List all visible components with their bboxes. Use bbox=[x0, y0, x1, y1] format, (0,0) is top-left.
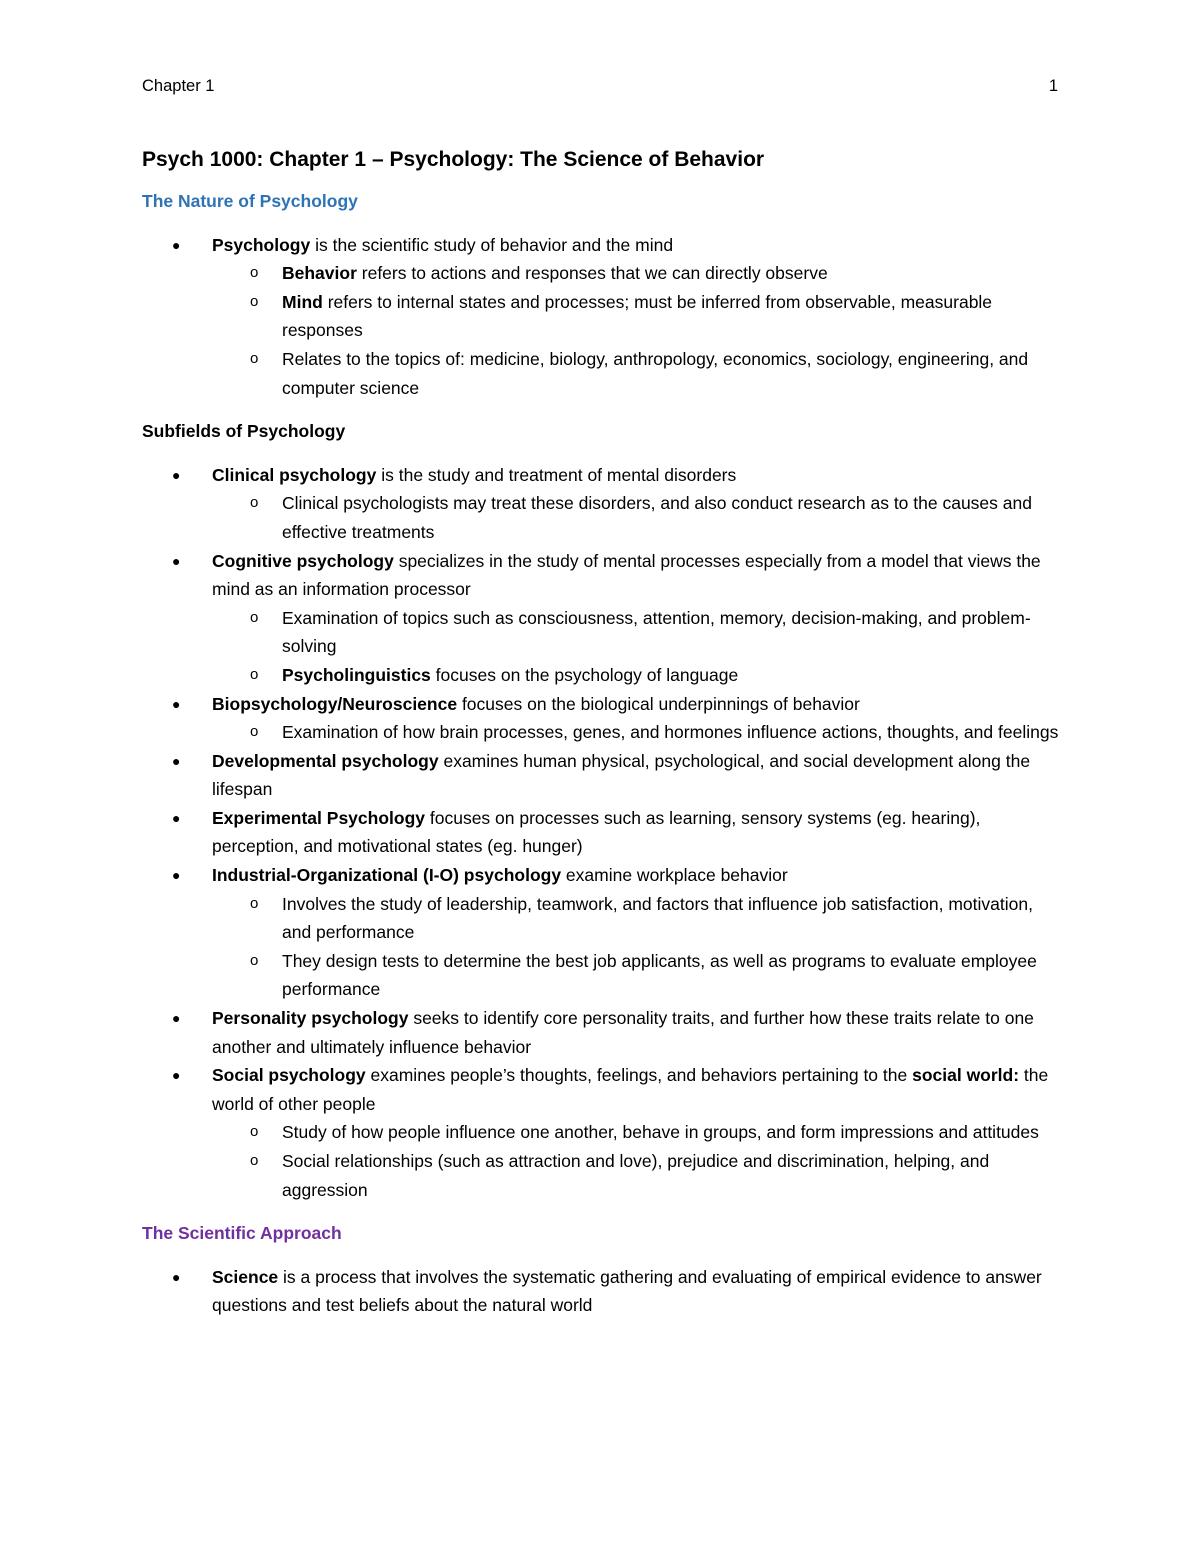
list-item: ● Science is a process that involves the systematic gathering and evaluating of empirical evidence to answer questions and test beliefs about the natural world bbox=[142, 1263, 1062, 1320]
list-item: ● Psychology is the scientific study of behavior and the mind o Behavior refers to actions and responses that we can directly observe o Mind refers to internal states and processes; must be inferred from observable, measurable responses o Relates to the topics of: medicine, biology, anthropology, economics, sociology, engineering, and computer science bbox=[142, 231, 1062, 403]
list-item: ● Clinical psychology is the study and treatment of mental disorders o Clinical psychologists may treat these disorders, and also conduct research as to the causes and effective treatments bbox=[142, 461, 1062, 547]
sub-list-item: o Clinical psychologists may treat these disorders, and also conduct research as to the causes and effective treatments bbox=[212, 489, 1062, 546]
bullet-icon: ● bbox=[172, 867, 181, 884]
circle-bullet-icon: o bbox=[250, 264, 259, 282]
bullet-icon: ● bbox=[172, 752, 181, 769]
bullet-icon: ● bbox=[172, 552, 181, 569]
sub-list-item: o Study of how people influence one another, behave in groups, and form impressions and attitudes bbox=[212, 1118, 1062, 1147]
list-item: ● Cognitive psychology specializes in the study of mental processes especially from a model that views the mind as an information processor o Examination of topics such as consciousness, attention, memory, decision-making, and problem-solving o Psycholinguistics focuses on the psychology of language bbox=[142, 547, 1062, 690]
section-heading-subfields: Subfields of Psychology bbox=[142, 421, 346, 442]
list-item: ● Experimental Psychology focuses on processes such as learning, sensory systems (eg. hearing), perception, and motivational states (eg. hunger) bbox=[142, 804, 1062, 861]
list-item: ● Personality psychology seeks to identify core personality traits, and further how these traits relate to one another and ultimately influence behavior bbox=[142, 1004, 1062, 1061]
circle-bullet-icon: o bbox=[250, 1152, 259, 1169]
sub-list-item: o They design tests to determine the best job applicants, as well as programs to evaluate employee performance bbox=[212, 947, 1062, 1004]
sub-list-item: o Relates to the topics of: medicine, biology, anthropology, economics, sociology, engineering, and computer science bbox=[212, 345, 1062, 402]
circle-bullet-icon: o bbox=[250, 1123, 259, 1141]
sub-list-item: o Mind refers to internal states and processes; must be inferred from observable, measurable responses bbox=[212, 288, 1062, 345]
circle-bullet-icon: o bbox=[250, 894, 259, 912]
circle-bullet-icon: o bbox=[250, 665, 259, 683]
circle-bullet-icon: o bbox=[250, 608, 259, 626]
list-item: ● Biopsychology/Neuroscience focuses on the biological underpinnings of behavior o Examination of how brain processes, genes, and hormones influence actions, thoughts, and feelings bbox=[142, 690, 1062, 747]
bullet-list-subfields bbox=[142, 461, 1062, 1204]
document-title: Psych 1000: Chapter 1 – Psychology: The Science of Behavior bbox=[142, 148, 765, 171]
bullet-list-scientific bbox=[142, 1263, 1062, 1320]
circle-bullet-icon: o bbox=[250, 951, 259, 969]
header-chapter-label: Chapter 1 bbox=[142, 77, 215, 95]
page-number: 1 bbox=[1048, 77, 1058, 95]
section-heading-nature: The Nature of Psychology bbox=[142, 191, 358, 211]
document-body bbox=[142, 146, 1062, 1335]
bullet-icon: ● bbox=[172, 695, 181, 712]
list-item: ● Industrial-Organizational (I-O) psychology examine workplace behavior o Involves the study of leadership, teamwork, and factors that influence job satisfaction, motivation, and performance o They design tests to determine the best job applicants, as well as programs to evaluate employee performance bbox=[142, 861, 1062, 1004]
list-item: ● Developmental psychology examines human physical, psychological, and social development along the lifespan bbox=[142, 747, 1062, 804]
circle-bullet-icon: o bbox=[250, 723, 259, 741]
circle-bullet-icon: o bbox=[250, 349, 259, 367]
bullet-icon: ● bbox=[172, 809, 181, 826]
sub-list-item: o Involves the study of leadership, teamwork, and factors that influence job satisfaction, motivation, and performance bbox=[212, 890, 1062, 947]
sub-list-item: o Examination of how brain processes, genes, and hormones influence actions, thoughts, and feelings bbox=[212, 718, 1062, 747]
circle-bullet-icon: o bbox=[250, 494, 259, 512]
section-heading-scientific-approach: The Scientific Approach bbox=[142, 1223, 342, 1244]
bullet-icon: ● bbox=[172, 1010, 181, 1027]
bullet-icon: ● bbox=[172, 236, 181, 253]
bullet-icon: ● bbox=[172, 466, 181, 483]
sub-list-item: o Behavior refers to actions and responses that we can directly observe bbox=[212, 259, 1062, 288]
running-header bbox=[142, 74, 1058, 98]
bullet-icon: ● bbox=[172, 1067, 181, 1084]
bullet-icon: ● bbox=[172, 1268, 181, 1285]
bullet-list-nature bbox=[142, 231, 1062, 403]
list-item: ● Social psychology examines people’s thoughts, feelings, and behaviors pertaining to the social world: the world of other people o Study of how people influence one another, behave in groups, and form impressions and attitudes o Social relationships (such as attraction and love), prejudice and discrimination, helping, and aggression bbox=[142, 1061, 1062, 1204]
circle-bullet-icon: o bbox=[250, 292, 259, 310]
sub-list-item: o Psycholinguistics focuses on the psychology of language bbox=[212, 661, 1062, 690]
sub-list-item: o Examination of topics such as consciousness, attention, memory, decision-making, and problem-solving bbox=[212, 604, 1062, 661]
sub-list-item: o Social relationships (such as attraction and love), prejudice and discrimination, helping, and aggression bbox=[212, 1147, 1062, 1204]
